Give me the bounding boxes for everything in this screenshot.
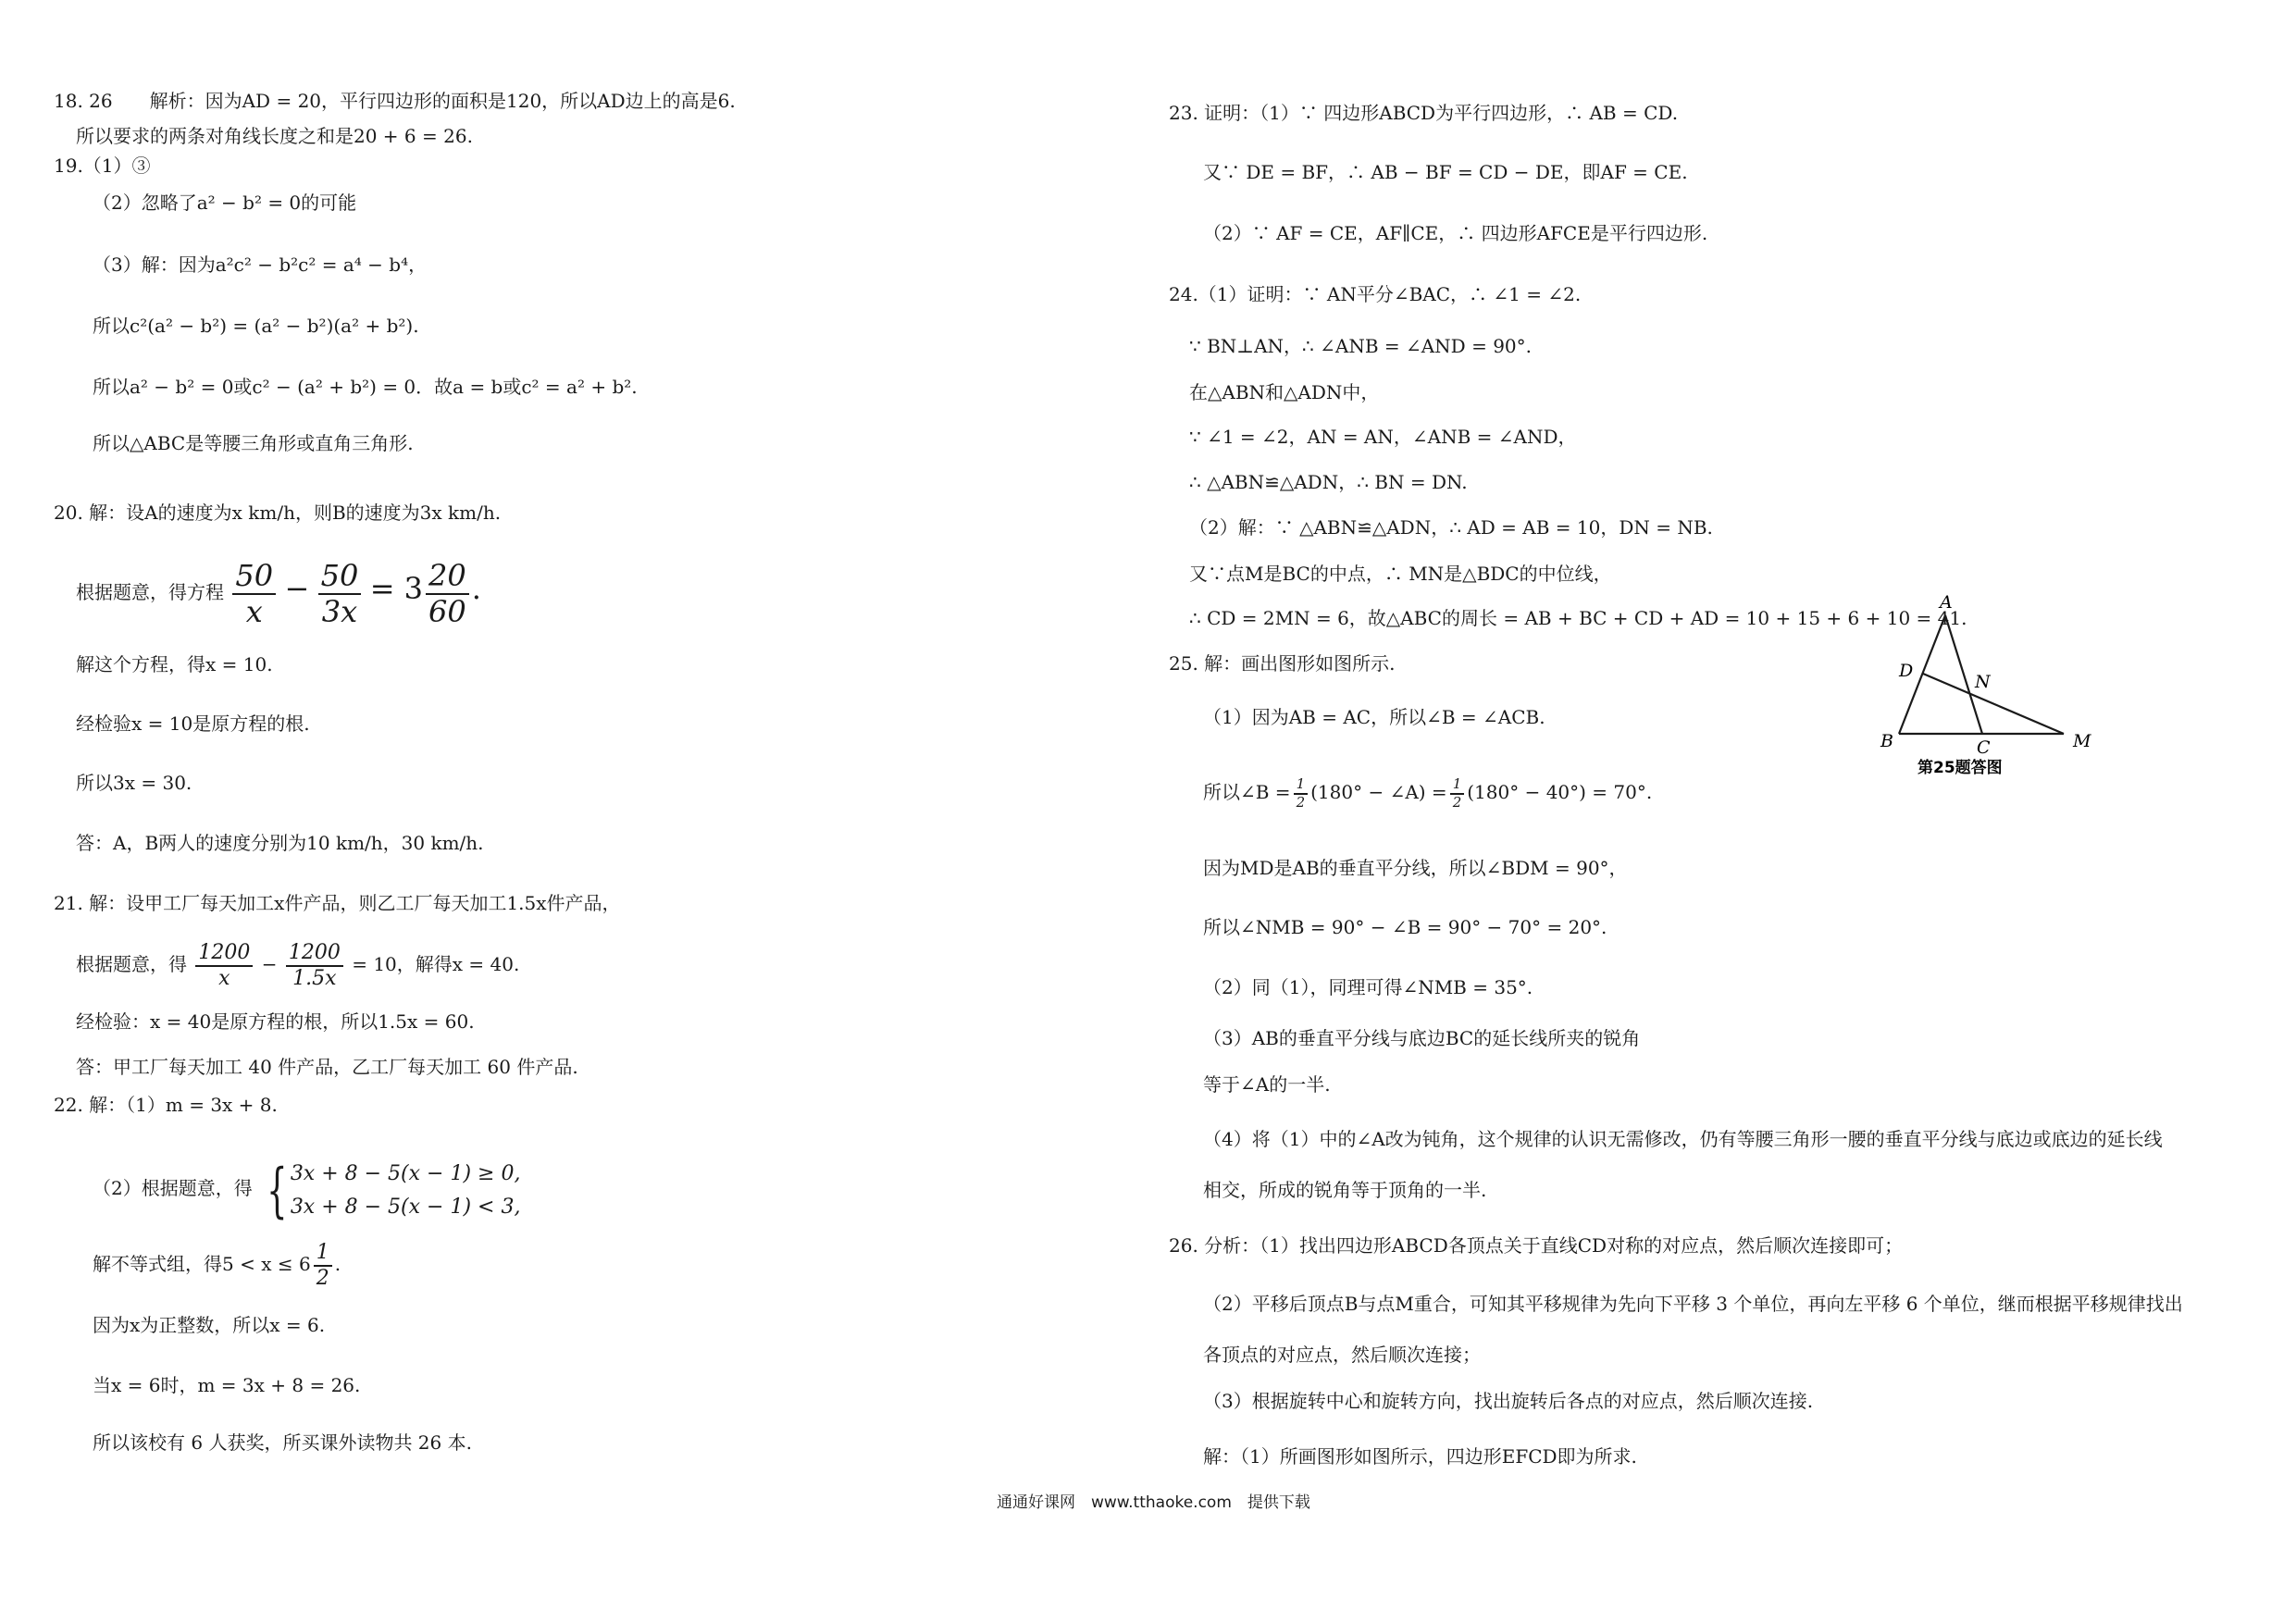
q24-line7: 又∵点M是BC的中点，∴ MN是△BDC的中位线，	[1189, 563, 1612, 585]
q21-equation-suffix: = 10，解得x = 40.	[352, 953, 520, 975]
q20-fraction-1-numerator: 50	[232, 559, 276, 595]
q25-line4: 因为MD是AB的垂直平分线，所以∠BDM = 90°，	[1203, 857, 1628, 879]
left-brace-icon: {	[267, 1157, 288, 1225]
label-B: B	[1880, 731, 1893, 751]
q20-equation	[76, 551, 481, 629]
q20-line3: 解这个方程，得x = 10.	[76, 653, 273, 675]
q21-fraction-2-denominator: 1.5x	[292, 966, 337, 990]
q22-inequality-1: 3x + 8 − 5(x − 1) ≥ 0,	[290, 1162, 521, 1185]
q25-half-1-denominator: 2	[1296, 793, 1306, 811]
q20-minus: −	[284, 571, 310, 606]
q21-fraction-1	[195, 941, 253, 990]
q22-half-denominator: 2	[316, 1266, 329, 1290]
q21-minus: −	[261, 953, 278, 975]
q25-half-2-denominator: 2	[1452, 793, 1462, 811]
q24-line4: ∵ ∠1 = ∠2，AN = AN，∠ANB = ∠AND，	[1189, 426, 1577, 448]
label-M: M	[2073, 731, 2091, 751]
q22-line1: 22. 解：（1）m = 3x + 8.	[54, 1094, 278, 1116]
q25-line10: 相交，所成的锐角等于顶角的一半.	[1203, 1179, 1487, 1201]
q22-line3-prefix: 解不等式组，得5 < x ≤ 6	[93, 1253, 311, 1275]
q20-fraction-3	[426, 559, 469, 629]
q20-line6: 答：A，B两人的速度分别为10 km/h，30 km/h.	[76, 832, 484, 854]
q25-half-fraction-1	[1294, 776, 1309, 811]
q26-line5: 解：（1）所画图形如图所示，四边形EFCD即为所求.	[1203, 1445, 1637, 1468]
q25-line3-part-c: (180° − 40°) = 70°.	[1467, 781, 1653, 803]
q20-line1: 20. 解：设A的速度为x km/h，则B的速度为3x km/h.	[54, 502, 502, 524]
q24-line3: 在△ABN和△ADN中，	[1189, 381, 1380, 403]
q23-line1: 23. 证明：（1）∵ 四边形ABCD为平行四边形，∴ AB = CD.	[1169, 102, 1679, 124]
q20-fraction-2-denominator: 3x	[321, 593, 358, 629]
q19-line1: 19.（1）③	[54, 155, 151, 177]
q25-line8: 等于∠A的一半.	[1203, 1073, 1331, 1096]
q21-equation-prefix: 根据题意，得	[76, 953, 187, 975]
q25-line3-part-b: (180° − ∠A) =	[1310, 781, 1447, 803]
q20-equation-prefix: 根据题意，得方程	[76, 581, 224, 603]
q21-equation	[76, 936, 519, 992]
q22-inequality-system	[258, 1153, 520, 1227]
q26-line4: （3）根据旋转中心和旋转方向，找出旋转后各点的对应点，然后顺次连接.	[1203, 1390, 1814, 1412]
q25-line2: （1）因为AB = AC，所以∠B = ∠ACB.	[1203, 706, 1545, 728]
q22-inequality-2: 3x + 8 − 5(x − 1) < 3,	[290, 1196, 521, 1219]
q21-fraction-1-denominator: x	[218, 966, 230, 990]
q20-line5: 所以3x = 30.	[76, 772, 192, 794]
q25-triangle-figure	[1879, 588, 2101, 787]
segment-DM	[1923, 674, 2064, 734]
q21-fraction-1-numerator: 1200	[195, 941, 253, 966]
q25-line9: （4）将（1）中的∠A改为钝角，这个规律的认识无需修改，仍有等腰三角形一腰的垂直平分线与底边或底边的延长线	[1203, 1128, 2163, 1150]
label-A: A	[1940, 592, 1953, 613]
q20-fraction-2-numerator: 50	[318, 559, 362, 595]
q22-line3	[93, 1238, 341, 1290]
q21-fraction-2	[286, 941, 343, 990]
label-N: N	[1975, 672, 1991, 692]
q24-line6: （2）解：∵ △ABN≌△ADN，∴ AD = AB = 10，DN = NB.	[1189, 516, 1713, 539]
q24-line5: ∴ △ABN≌△ADN，∴ BN = DN.	[1189, 471, 1468, 493]
q19-line5: 所以a² − b² = 0或c² − (a² + b²) = 0．故a = b或c² = a² + b².	[93, 376, 638, 398]
q25-line1: 25. 解：画出图形如图所示.	[1169, 652, 1396, 675]
q22-line6: 所以该校有 6 人获奖，所买课外读物共 26 本.	[93, 1431, 472, 1454]
q23-line2: 又∵ DE = BF，∴ AB − BF = CD − DE，即AF = CE.	[1203, 161, 1688, 183]
q24-line2: ∵ BN⊥AN，∴ ∠ANB = ∠AND = 90°.	[1189, 335, 1532, 357]
q19-line3: （3）解：因为a²c² − b²c² = a⁴ − b⁴，	[93, 254, 428, 276]
q25-line7: （3）AB的垂直平分线与底边BC的延长线所夹的锐角	[1203, 1027, 1641, 1049]
q21-fraction-2-numerator: 1200	[286, 941, 343, 966]
q21-line4: 答：甲工厂每天加工 40 件产品，乙工厂每天加工 60 件产品.	[76, 1056, 578, 1078]
q23-line3: （2）∵ AF = CE，AF∥CE，∴ 四边形AFCE是平行四边形.	[1203, 222, 1708, 244]
q20-fraction-3-denominator: 60	[428, 593, 466, 629]
q25-line5: 所以∠NMB = 90° − ∠B = 90° − 70° = 20°.	[1203, 916, 1607, 938]
q20-equals-three: = 3	[369, 571, 424, 606]
q22-half-numerator: 1	[314, 1241, 332, 1266]
q25-line3	[1203, 774, 1652, 811]
q25-line6: （2）同（1），同理可得∠NMB = 35°.	[1203, 976, 1533, 998]
q21-line1: 21. 解：设甲工厂每天加工x件产品，则乙工厂每天加工1.5x件产品，	[54, 892, 621, 914]
q24-line8: ∴ CD = 2MN = 6，故△ABC的周长 = AB + BC + CD + AD = 10 + 15 + 6 + 10 = 41.	[1189, 607, 1967, 629]
footer-text: 通通好课网 www.tthaoke.com 提供下载	[997, 1493, 1310, 1512]
q19-line4: 所以c²(a² − b²) = (a² − b²)(a² + b²).	[93, 315, 419, 337]
q24-line1: 24.（1）证明：∵ AN平分∠BAC，∴ ∠1 = ∠2.	[1169, 283, 1582, 305]
q20-fraction-3-numerator: 20	[426, 559, 469, 595]
q26-line1: 26. 分析：（1）找出四边形ABCD各顶点关于直线CD对称的对应点，然后顺次连接即可；	[1169, 1234, 1904, 1257]
q20-period: .	[471, 571, 481, 606]
q18-line1: 18. 26 解析：因为AD = 20，平行四边形的面积是120，所以AD边上的高是6.	[54, 90, 736, 112]
q19-line2: （2）忽略了a² − b² = 0的可能	[93, 192, 357, 214]
q22-line4: 因为x为正整数，所以x = 6.	[93, 1314, 326, 1336]
q26-line2: （2）平移后顶点B与点M重合，可知其平移规律为先向下平移 3 个单位，再向左平移 6 个单位，继而根据平移规律找出	[1203, 1293, 2183, 1315]
q20-fraction-2	[318, 559, 362, 629]
q26-line3: 各顶点的对应点，然后顺次连接；	[1203, 1344, 1481, 1366]
q25-line3-part-a: 所以∠B =	[1203, 781, 1291, 803]
q22-line2-prefix: （2）根据题意，得	[93, 1177, 253, 1199]
label-C: C	[1977, 737, 1991, 758]
q25-half-fraction-2	[1450, 776, 1465, 811]
q20-fraction-1	[232, 559, 276, 629]
q25-half-2-numerator: 1	[1450, 776, 1465, 794]
q20-line4: 经检验x = 10是原方程的根.	[76, 712, 310, 735]
q18-line2: 所以要求的两条对角线长度之和是20 + 6 = 26.	[76, 125, 473, 147]
q25-half-1-numerator: 1	[1294, 776, 1309, 794]
q20-fraction-1-denominator: x	[245, 593, 263, 629]
q22-line3-end: .	[334, 1253, 341, 1275]
q22-line5: 当x = 6时，m = 3x + 8 = 26.	[93, 1374, 361, 1396]
q22-system	[93, 1151, 520, 1227]
q19-line6: 所以△ABC是等腰三角形或直角三角形.	[93, 432, 414, 454]
q22-half-fraction	[314, 1241, 332, 1290]
label-D: D	[1899, 661, 1914, 681]
figure-caption: 第25题答图	[1917, 759, 2003, 777]
q21-line3: 经检验：x = 40是原方程的根，所以1.5x = 60.	[76, 1010, 475, 1033]
